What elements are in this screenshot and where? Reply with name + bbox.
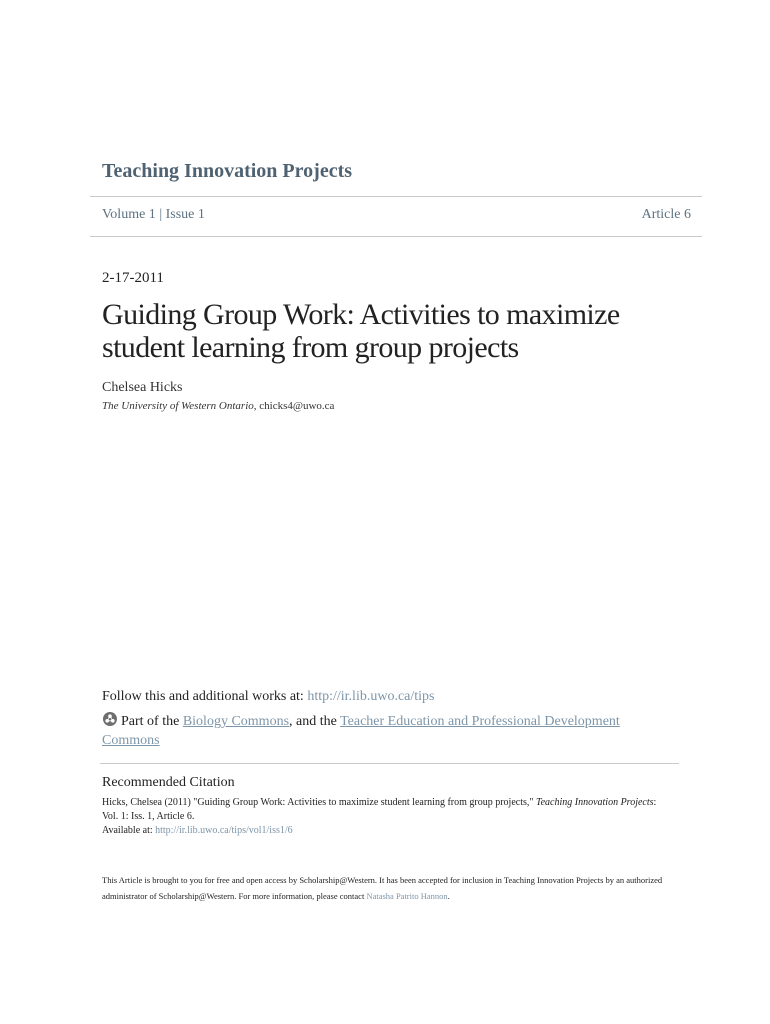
- divider-bottom: [90, 236, 702, 237]
- volume-issue-line: [102, 207, 691, 223]
- volume-issue: [102, 207, 205, 223]
- commons-icon: [102, 711, 118, 727]
- citation-text: Hicks, Chelsea (2011) "Guiding Group Work: Activities to maximize student learning from group projects,": [102, 797, 534, 808]
- divider-top: [90, 196, 702, 197]
- volume-issue-separator: |: [159, 207, 163, 222]
- volume-link[interactable]: Volume 1: [102, 207, 156, 222]
- citation-block: [102, 796, 662, 838]
- footer-end: .: [447, 891, 450, 901]
- citation-journal: Teaching Innovation Projects: [535, 797, 654, 808]
- follow-label: Follow this and additional works at:: [102, 689, 304, 704]
- available-label: Available at:: [102, 825, 153, 836]
- publication-date: 2-17-2011: [102, 270, 164, 286]
- recommended-citation-heading: Recommended Citation: [102, 775, 235, 790]
- partof-middle: , and the: [289, 714, 337, 729]
- article-title: Guiding Group Work: Activities to maximize student learning from group projects: [102, 298, 620, 364]
- follow-line: [102, 689, 435, 705]
- issue-link[interactable]: Issue 1: [165, 207, 205, 222]
- divider-citation: [100, 763, 679, 764]
- contact-link[interactable]: Natasha Patrito Hannon: [366, 891, 448, 901]
- footer-notice: [102, 872, 672, 904]
- citation-url-link[interactable]: http://ir.lib.uwo.ca/tips/vol1/iss1/6: [155, 825, 293, 836]
- author-email: chicks4@uwo.ca: [259, 400, 335, 412]
- article-number: Article 6: [641, 207, 691, 222]
- author-name: Chelsea Hicks: [102, 380, 183, 395]
- journal-title[interactable]: Teaching Innovation Projects: [102, 160, 353, 182]
- follow-link[interactable]: http://ir.lib.uwo.ca/tips: [307, 689, 435, 704]
- affiliation-separator: ,: [253, 400, 257, 412]
- partof-prefix: Part of the: [121, 714, 180, 729]
- author-affiliation: [102, 400, 334, 412]
- part-of-commons: [102, 711, 662, 750]
- teacher-education-commons-link[interactable]: Teacher Education and Professional Development Commons: [102, 714, 620, 748]
- citation-volume: : Vol. 1: Iss. 1, Article 6.: [102, 797, 657, 822]
- biology-commons-link[interactable]: Biology Commons: [182, 714, 290, 729]
- footer-text: This Article is brought to you for free and open access by Scholarship@Western. It has been accepted for inclusion in Teaching Innovation Projects by an authorized administrator of Scholarship@Western. For more information, please contact: [102, 875, 663, 901]
- affiliation-name: The University of Western Ontario: [102, 400, 254, 412]
